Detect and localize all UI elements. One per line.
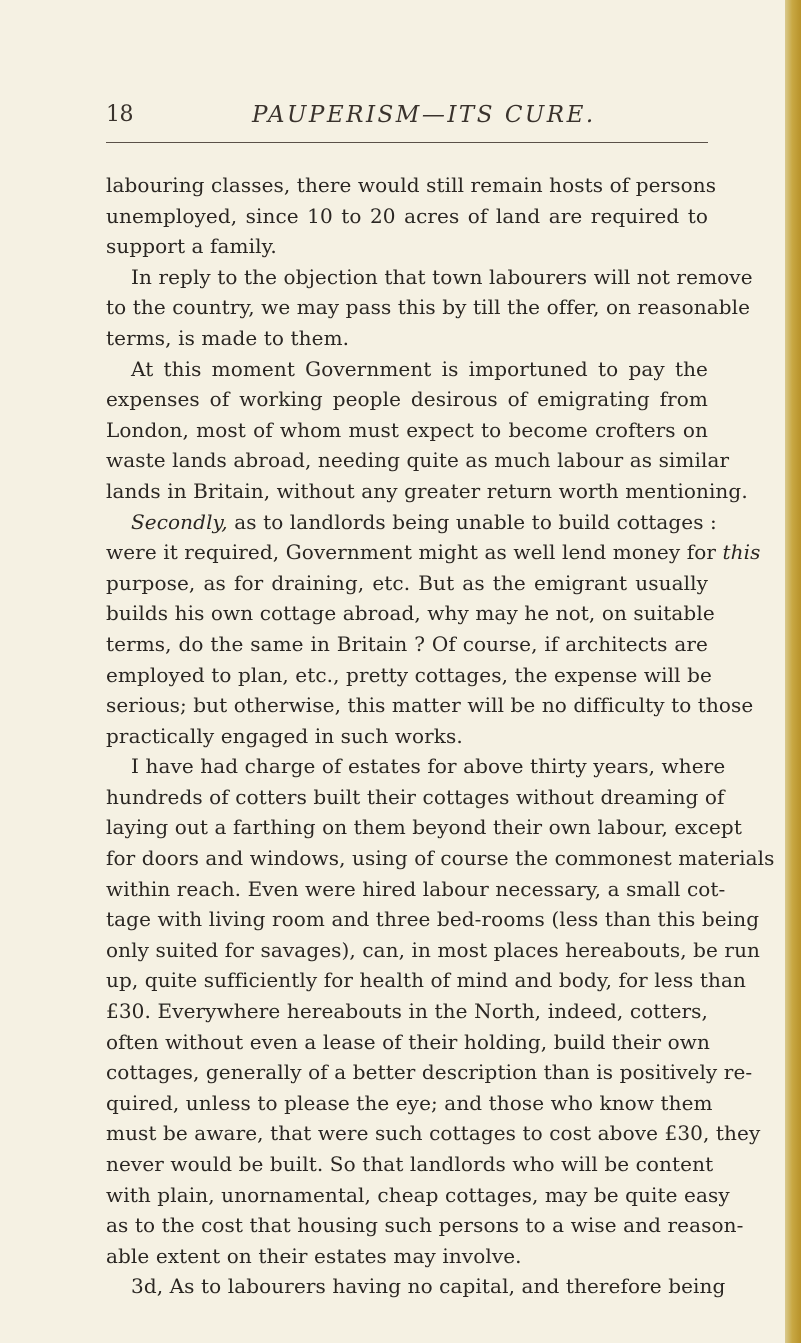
page-header xyxy=(106,102,708,143)
text-line: within reach. Even were hired labour necessary, a small cot- xyxy=(106,876,726,901)
page-number: 18 xyxy=(106,102,133,127)
text-line: never would be built. So that landlords who will be content xyxy=(106,1152,714,1176)
text-line: labouring classes, there would still remain hosts of persons xyxy=(106,173,717,197)
text-line: to the country, we may pass this by till the offer, on reasonable xyxy=(106,295,751,320)
text-line: support a family. xyxy=(106,234,277,259)
text-line: as to the cost that housing such persons to a wise and reason- xyxy=(106,1213,744,1238)
text-line: with plain, unornamental, cheap cottages, may be quite easy xyxy=(106,1182,730,1207)
text-line: I have had charge of estates for above thirty years, where xyxy=(131,754,726,779)
text-line: hundreds of cotters built their cottages without dreaming of xyxy=(106,784,725,809)
text-line: £30. Everywhere hereabouts in the North, indeed, cotters, xyxy=(106,999,708,1024)
body-text xyxy=(106,170,775,1302)
text-line: laying out a farthing on them beyond their own labour, except xyxy=(106,815,742,840)
text-line: London, most of whom must expect to become crofters on xyxy=(106,417,708,442)
text-line: tage with living room and three bed-rooms (less than this being xyxy=(106,907,760,932)
text-line: At this moment Government is importuned to pay the xyxy=(131,356,708,381)
text-line: able extent on their estates may involve. xyxy=(106,1243,522,1268)
text-line xyxy=(106,507,717,538)
text-line: 3d, As to labourers having no capital, and therefore being xyxy=(131,1274,726,1299)
text-line: In reply to the objection that town labourers will not remove xyxy=(131,264,753,289)
text-line: serious; but otherwise, this matter will be no difficulty to those xyxy=(106,693,754,718)
text-line: practically engaged in such works. xyxy=(106,723,463,748)
running-head: PAUPERISM—ITS CURE. xyxy=(252,102,596,128)
text-line: unemployed, since 10 to 20 acres of land are required to xyxy=(106,203,708,228)
text-line: terms, do the same in Britain ? Of course, if architects are xyxy=(106,631,708,656)
text-line: only suited for savages), can, in most places hereabouts, be run xyxy=(106,937,761,962)
text-segment: as to landlords being unable to build cottages : xyxy=(227,509,717,534)
text-line: quired, unless to please the eye; and those who know them xyxy=(106,1090,713,1115)
italic-word: Secondly, xyxy=(131,509,228,534)
text-line: for doors and windows, using of course the commonest materials xyxy=(106,846,775,871)
text-line: purpose, as for draining, etc. But as the emigrant usually xyxy=(106,570,708,595)
text-line: employed to plan, etc., pretty cottages, the expense will be xyxy=(106,662,712,687)
text-line xyxy=(106,537,761,568)
text-line: must be aware, that were such cottages to cost above £30, they xyxy=(106,1121,761,1146)
page-edge xyxy=(785,0,801,1343)
text-line: lands in Britain, without any greater return worth mentioning. xyxy=(106,478,748,503)
text-line: builds his own cottage abroad, why may he not, on suitable xyxy=(106,601,715,626)
text-line: expenses of working people desirous of emigrating from xyxy=(106,387,708,412)
text-line: cottages, generally of a better description than is positively re- xyxy=(106,1060,753,1085)
text-line: often without even a lease of their holding, build their own xyxy=(106,1029,710,1054)
text-line: terms, is made to them. xyxy=(106,325,350,350)
text-line: waste lands abroad, needing quite as much labour as similar xyxy=(106,448,730,473)
text-segment: were it required, Government might as well lend money for xyxy=(106,540,723,565)
italic-word: this xyxy=(722,540,761,565)
text-line: up, quite sufficiently for health of mind and body, for less than xyxy=(106,968,747,993)
